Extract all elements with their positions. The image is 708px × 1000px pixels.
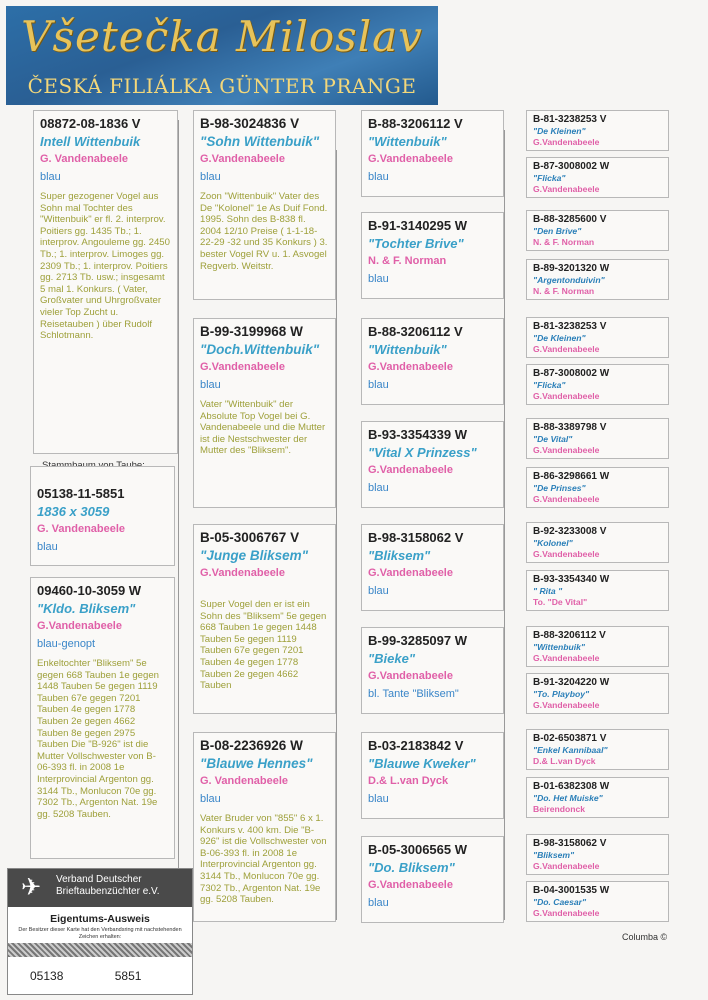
pigeon-name: "Enkel Kannibaal" bbox=[533, 745, 608, 755]
ownership-card bbox=[7, 868, 193, 995]
breeder: G. Vandenabeele bbox=[40, 153, 129, 165]
pigeon-name: "Wittenbuik" bbox=[533, 642, 585, 652]
description: Vater Bruder von "855" 6 x 1. Konkurs v. 400 km. Die "B-926" ist die Vollschwester von B-06-393 fl. in 2008 1e Interprovincial Argenton gg. 3144 Tb., Monlucon 70e gg. 7302 Tb., Argenton Nat. 19e gg. 5208 Tauben. bbox=[200, 813, 327, 906]
gen4-card[interactable] bbox=[526, 259, 669, 300]
pigeon-name: 1836 x 3059 bbox=[37, 504, 110, 519]
credit: Columba © bbox=[622, 932, 668, 942]
pigeon-name: "De Kleinen" bbox=[533, 126, 586, 136]
breeder: G.Vandenabeele bbox=[37, 620, 122, 632]
gen4-card[interactable] bbox=[526, 881, 669, 922]
breeder: G.Vandenabeele bbox=[200, 153, 285, 165]
color: blau bbox=[200, 171, 221, 183]
ring-number: B-89-3201320 W bbox=[533, 263, 610, 274]
ring-number: B-02-6503871 V bbox=[533, 733, 607, 744]
ring-number: B-98-3158062 V bbox=[368, 530, 464, 545]
ring-number: B-05-3006565 W bbox=[368, 842, 467, 857]
breeder: G.Vandenabeele bbox=[200, 567, 285, 579]
gen2-card[interactable] bbox=[193, 732, 336, 922]
org-name bbox=[56, 874, 160, 898]
gen2-card[interactable] bbox=[193, 524, 336, 714]
gen3-card[interactable] bbox=[361, 421, 504, 508]
ring-number: B-88-3285600 V bbox=[533, 214, 607, 225]
connector-line bbox=[336, 150, 337, 920]
color: blau bbox=[368, 379, 389, 391]
description: Super gezogener Vogel aus Sohn mal Tochter des "Wittenbuik" er fl. 2. interprov. Poitiers gg. 1435 Tb.; 1. interprov. Angouleme gg. 2450 Tb.; 1. interprov. Limoges gg. 2309 Tb.; 1. interprov. Poitiers gg. 2713 Tb. usw.; insgesamt 5 mal 1. Konkurs. ( Vater, Großvater und Uhrgroßvater vieler Top Zucht u. Reisetauben ) über Rudolf Schlotmann. bbox=[40, 191, 170, 342]
pigeon-name: Intell Wittenbuik bbox=[40, 134, 141, 149]
breeder: G. Vandenabeele bbox=[37, 523, 126, 535]
ring-number: 08872-08-1836 V bbox=[40, 116, 141, 131]
gen3-card[interactable] bbox=[361, 524, 504, 611]
pigeon2-card[interactable] bbox=[30, 466, 175, 566]
ring-number: B-88-3389798 V bbox=[533, 422, 607, 433]
color: blau bbox=[368, 482, 389, 494]
dove-icon: ✈ bbox=[20, 874, 42, 901]
breeder: G.Vandenabeele bbox=[368, 153, 453, 165]
description: Enkeltochter "Bliksem" 5e gegen 668 Tauben 1e gegen 1448 Tauben 5e gegen 1119 Tauben 67e gegen 7201 Tauben 4e gegen 1778 Tauben 2e gegen 4662 Tauben 8e gegen 2975 Tauben Die "B-926" ist die Mutter Vollschwester von B-06-393 fl. in 2008 1e Interprovincial Argenton gg. 3144 Tb., Monlucon 70e gg. 7302 Tb., Argenton Nat. 19e gg. 5208 Tauben. bbox=[37, 658, 159, 820]
breeder: G.Vandenabeele bbox=[533, 137, 600, 147]
pigeon-name: "Do. Caesar" bbox=[533, 897, 587, 907]
breeder: G.Vandenabeele bbox=[368, 670, 453, 682]
breeder: G. Vandenabeele bbox=[200, 775, 289, 787]
color: blau-genopt bbox=[37, 638, 96, 650]
ring-number: B-88-3206112 V bbox=[368, 116, 463, 131]
card-note: Der Besitzer dieser Karte hat den Verbandsring mit nachstehenden Zeichen erhalten: bbox=[18, 927, 182, 940]
pigeon-name: "Bliksem" bbox=[533, 850, 575, 860]
connector-line bbox=[178, 120, 179, 900]
pigeon-name: "De Prinses" bbox=[533, 483, 586, 493]
pigeon-name: "Do. Bliksem" bbox=[368, 860, 455, 875]
connector-line bbox=[504, 130, 505, 920]
gen3-card[interactable] bbox=[361, 732, 504, 819]
breeder: G.Vandenabeele bbox=[533, 908, 600, 918]
ring-number: B-91-3204220 W bbox=[533, 677, 610, 688]
gen4-card[interactable] bbox=[526, 729, 669, 770]
ring-number: B-08-2236926 W bbox=[200, 738, 303, 753]
breeder: G.Vandenabeele bbox=[200, 361, 285, 373]
pigeon-name: "Kldo. Bliksem" bbox=[37, 601, 136, 616]
pigeon-name: "Flicka" bbox=[533, 173, 566, 183]
ring-number: B-03-2183842 V bbox=[368, 738, 464, 753]
gen4-card[interactable] bbox=[526, 110, 669, 151]
breeder: G.Vandenabeele bbox=[533, 184, 600, 194]
org-line1: Verband Deutscher bbox=[56, 874, 142, 885]
gen3-card[interactable] bbox=[361, 110, 504, 197]
gen3-card[interactable] bbox=[361, 836, 504, 923]
gen4-card[interactable] bbox=[526, 317, 669, 358]
pigeon-name: "De Kleinen" bbox=[533, 333, 586, 343]
color: bl. Tante "Bliksem" bbox=[368, 688, 459, 700]
pigeon-name: "Doch.Wittenbuik" bbox=[200, 342, 320, 357]
color: blau bbox=[200, 793, 221, 805]
gen4-card[interactable] bbox=[526, 210, 669, 251]
pigeon-name: "Wittenbuik" bbox=[368, 342, 447, 357]
breeder: G.Vandenabeele bbox=[533, 445, 600, 455]
ring-number: B-81-3238253 V bbox=[533, 321, 607, 332]
org-line2: Brieftaubenzüchter e.V. bbox=[56, 886, 160, 897]
pigeon-name: "Wittenbuik" bbox=[368, 134, 447, 149]
breeder: G.Vandenabeele bbox=[368, 361, 453, 373]
breeder: N. & F. Norman bbox=[533, 286, 595, 296]
pigeon-name: "Blauwe Hennes" bbox=[200, 756, 313, 771]
ring-number: B-98-3024836 V bbox=[200, 116, 300, 131]
breeder: G.Vandenabeele bbox=[533, 391, 600, 401]
breeder: G.Vandenabeele bbox=[533, 700, 600, 710]
color: blau bbox=[40, 171, 61, 183]
ring-number: 05138-11-5851 bbox=[37, 486, 125, 501]
color: blau bbox=[368, 273, 389, 285]
breeder: N. & F. Norman bbox=[533, 237, 595, 247]
pigeon-name: "Argentonduivin" bbox=[533, 275, 605, 285]
pigeon-name: "To. Playboy" bbox=[533, 689, 590, 699]
breeder: D.& L.van Dyck bbox=[368, 775, 449, 787]
ring-number: B-87-3008002 W bbox=[533, 161, 610, 172]
gen4-card[interactable] bbox=[526, 418, 669, 459]
breeder: G.Vandenabeele bbox=[368, 879, 453, 891]
gen4-card[interactable] bbox=[526, 522, 669, 563]
ring-number: B-98-3158062 V bbox=[533, 838, 607, 849]
pigeon-name: "Bieke" bbox=[368, 651, 416, 666]
breeder: G.Vandenabeele bbox=[533, 549, 600, 559]
gen2-card[interactable] bbox=[193, 318, 336, 508]
ring-number: B-93-3354339 W bbox=[368, 427, 467, 442]
pigeon-card[interactable] bbox=[33, 110, 178, 454]
gen4-card[interactable] bbox=[526, 673, 669, 714]
pigeon-name: "Flicka" bbox=[533, 380, 566, 390]
dam-card[interactable] bbox=[30, 577, 175, 859]
color: blau bbox=[368, 585, 389, 597]
gen4-card[interactable] bbox=[526, 157, 669, 198]
gen4-card[interactable] bbox=[526, 626, 669, 667]
ring-number: 09460-10-3059 W bbox=[37, 583, 142, 598]
ring-part2: 5851 bbox=[114, 969, 142, 983]
pigeon-name: "Sohn Wittenbuik" bbox=[200, 134, 320, 149]
description: Zoon "Wittenbuik" Vater des De "Kolonel" 1e As Duif Fond. 1995. Sohn des B-838 fl. 2004 12/10 Preise ( 1-1-18-22-29 -32 und 35 Konkurs ) 3. bester Vogel RV u. 1. Asvogel Regverb. Weitstr. bbox=[200, 191, 328, 272]
pigeon-name: "Vital X Prinzess" bbox=[368, 445, 477, 460]
color: blau bbox=[200, 379, 221, 391]
breeder: G.Vandenabeele bbox=[368, 567, 453, 579]
gen4-card[interactable] bbox=[526, 777, 669, 818]
breeder: G.Vandenabeele bbox=[533, 494, 600, 504]
ring-number: B-04-3001535 W bbox=[533, 885, 610, 896]
breeder: D.& L.van Dyck bbox=[533, 756, 596, 766]
gen3-card[interactable] bbox=[361, 627, 504, 714]
pigeon-name: "Den Brive" bbox=[533, 226, 582, 236]
pigeon-name: "Do. Het Muiske" bbox=[533, 793, 603, 803]
card-ring-numbers bbox=[30, 969, 141, 983]
breeder-title: Všetečka Miloslav bbox=[21, 12, 423, 61]
gen4-card[interactable] bbox=[526, 467, 669, 508]
ring-number: B-88-3206112 V bbox=[368, 324, 463, 339]
ring-number: B-99-3285097 W bbox=[368, 633, 467, 648]
color: blau bbox=[368, 897, 389, 909]
ring-number: B-01-6382308 W bbox=[533, 781, 610, 792]
breeder: N. & F. Norman bbox=[368, 255, 447, 267]
pigeon-name: " Rita " bbox=[533, 586, 563, 596]
pigeon-name: "Blauwe Kweker" bbox=[368, 756, 476, 771]
ring-number: B-88-3206112 V bbox=[533, 630, 606, 641]
ring-number: B-87-3008002 W bbox=[533, 368, 610, 379]
gen3-card[interactable] bbox=[361, 318, 504, 405]
pigeon-name: "De Vital" bbox=[533, 434, 573, 444]
pigeon-name: "Kolonel" bbox=[533, 538, 573, 548]
breeder: G.Vandenabeele bbox=[368, 464, 453, 476]
pigeon-name: "Tochter Brive" bbox=[368, 236, 464, 251]
gen3-card[interactable] bbox=[361, 212, 504, 299]
breeder: G.Vandenabeele bbox=[533, 653, 600, 663]
breeder: To. "De Vital" bbox=[533, 597, 588, 607]
color: blau bbox=[37, 541, 58, 553]
pigeon-name: "Bliksem" bbox=[368, 548, 431, 563]
card-pattern bbox=[8, 943, 192, 957]
ring-number: B-81-3238253 V bbox=[533, 114, 607, 125]
ring-number: B-99-3199968 W bbox=[200, 324, 303, 339]
card-title: Eigentums-Ausweis bbox=[50, 913, 150, 925]
ring-part1: 05138 bbox=[30, 969, 64, 983]
color: blau bbox=[368, 171, 389, 183]
color: blau bbox=[368, 793, 389, 805]
gen2-card[interactable] bbox=[193, 110, 336, 300]
ring-number: B-86-3298661 W bbox=[533, 471, 610, 482]
breeder: G.Vandenabeele bbox=[533, 861, 600, 871]
gen4-card[interactable] bbox=[526, 570, 669, 611]
description: Super Vogel den er ist ein Sohn des "Bliksem" 5e gegen 668 Tauben 1e gegen 1448 Tauben 5e gegen 1119 Tauben 67e gegen 7201 Tauben 4e gegen 1778 Tauben 2e gegen 4662 Tauben bbox=[200, 599, 327, 692]
ring-number: B-91-3140295 W bbox=[368, 218, 467, 233]
card-header bbox=[8, 869, 192, 907]
breeder: Beirendonck bbox=[533, 804, 586, 814]
breeder: G.Vandenabeele bbox=[533, 344, 600, 354]
breeder-subtitle: ČESKÁ FILIÁLKA GÜNTER PRANGE bbox=[27, 74, 417, 98]
pigeon-name: "Junge Bliksem" bbox=[200, 548, 309, 563]
ring-number: B-05-3006767 V bbox=[200, 530, 300, 545]
header-banner bbox=[6, 6, 438, 105]
gen4-card[interactable] bbox=[526, 364, 669, 405]
ring-number: B-93-3354340 W bbox=[533, 574, 610, 585]
gen4-card[interactable] bbox=[526, 834, 669, 875]
ring-number: B-92-3233008 V bbox=[533, 526, 607, 537]
description: Vater "Wittenbuik" der Absolute Top Vogel bei G. Vandenabeele und die Mutter ist die Nestschwester der Mutter des "Bliksem". bbox=[200, 399, 326, 457]
